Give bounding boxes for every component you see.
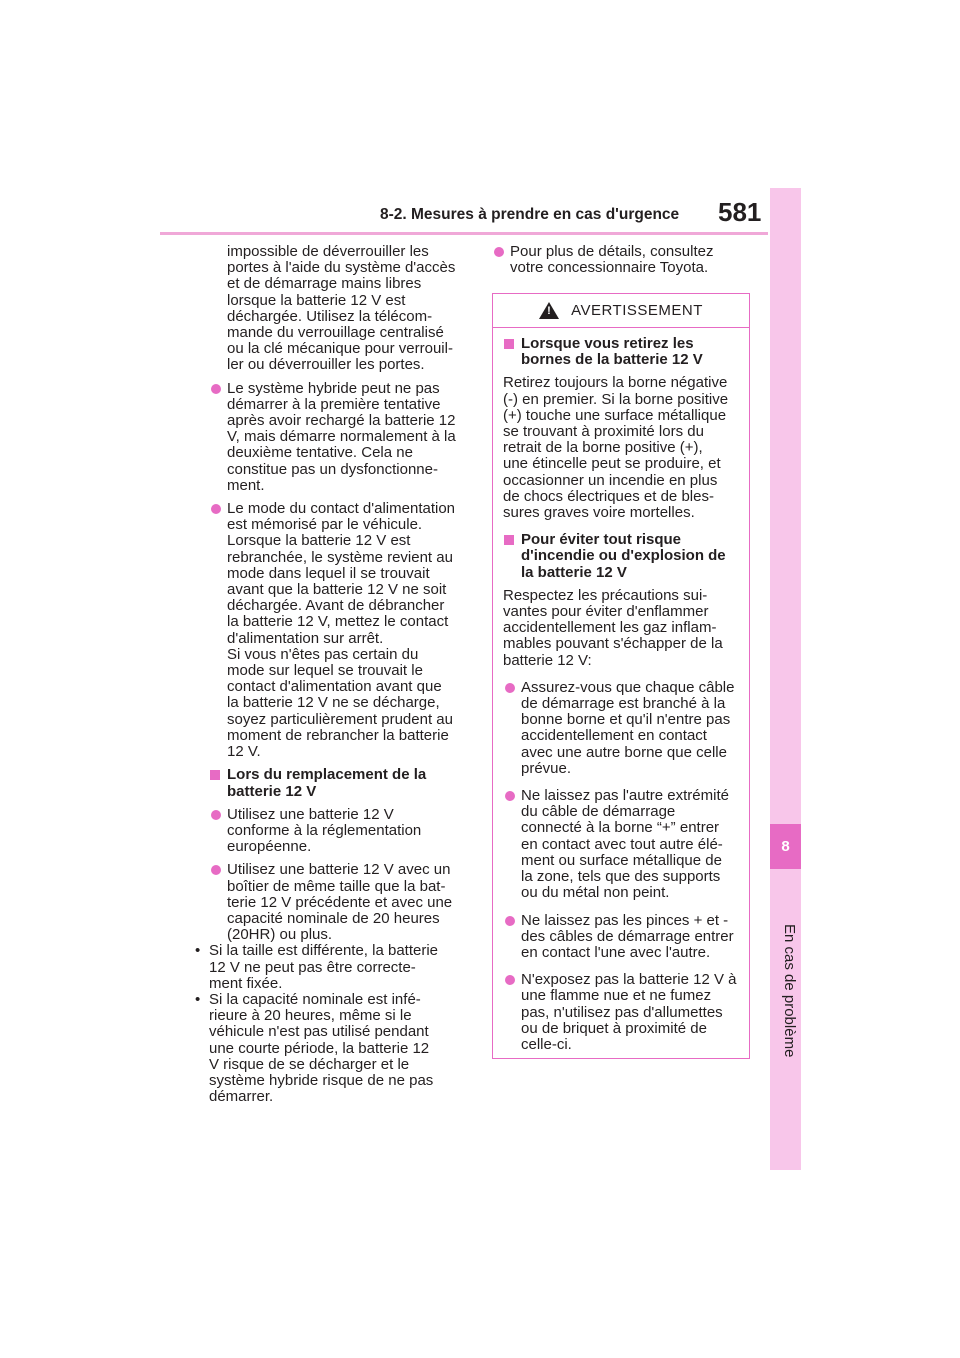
- chapter-label: En cas de problème: [781, 924, 798, 1058]
- list-item: [492, 244, 752, 276]
- text-line: boîtier de même taille que la bat-: [227, 877, 446, 895]
- text-line: rebranchée, le système revient au: [227, 548, 453, 566]
- text-line: une étincelle peut se produire, et: [503, 455, 721, 473]
- text-line: batterie 12 V:: [503, 651, 592, 669]
- chapter-number: 8: [770, 824, 801, 869]
- text-line: Lorsque vous retirez les: [521, 335, 694, 352]
- text-line: terie 12 V précédente et avec une: [227, 893, 453, 911]
- text-line: sures graves voire mortelles.: [503, 504, 695, 522]
- text-line: la batterie 12 V, mettez le contact: [227, 613, 449, 631]
- text-line: (-) en premier. Si la borne positive: [503, 390, 729, 408]
- text-line: véhicule n'est pas utilisé pendant: [209, 1023, 429, 1041]
- text-line: Si la taille est différente, la batterie: [209, 942, 439, 960]
- text-line: est mémorisé par le véhicule.: [227, 516, 423, 534]
- text-line: N'exposez pas la batterie 12 V à: [521, 971, 737, 989]
- text-line: démarrer.: [209, 1088, 274, 1106]
- text-line: se trouvant à proximité lors du: [503, 423, 704, 441]
- text-line: 12 V ne peut pas être correcte-: [209, 958, 416, 976]
- list-item: [503, 972, 739, 1053]
- text-line: moment de rebrancher la batterie: [227, 726, 449, 744]
- text-line: déchargée. Utilisez la télécom-: [227, 307, 433, 325]
- text-line: Assurez-vous que chaque câble: [521, 678, 735, 696]
- warning-header: [493, 294, 749, 328]
- square-bullet-icon: [210, 770, 220, 780]
- square-bullet-icon: [504, 535, 514, 545]
- bullet-dot-icon: [211, 865, 221, 875]
- text-line: (+) touche une surface métallique: [503, 406, 727, 424]
- list-item: [209, 381, 471, 494]
- text-line: celle-ci.: [521, 1035, 572, 1053]
- text-line: impossible de déverrouiller les: [227, 243, 429, 260]
- text-line: mode sur lequel se trouvait le: [227, 662, 423, 680]
- text-line: lorsque la batterie 12 V est: [227, 291, 406, 309]
- text-line: la zone, tels que des supports: [521, 868, 721, 886]
- text-line: V risque de se décharger et le: [209, 1055, 410, 1073]
- text-line: après avoir rechargé la batterie 12: [227, 412, 456, 430]
- dash-bullet-icon: •: [195, 990, 201, 1008]
- text-line: Pour éviter tout risque: [521, 531, 682, 549]
- chapter-side-tab: [770, 188, 801, 1170]
- text-line: ment ou surface métallique de: [521, 851, 722, 869]
- text-line: constitue pas un dysfonctionne-: [227, 460, 438, 478]
- text-line: ou la clé mécanique pour verrouil-: [227, 340, 453, 358]
- text-line: bornes de la batterie 12 V: [521, 351, 703, 369]
- section-title: 8-2. Mesures à prendre en cas d'urgence: [380, 206, 680, 223]
- warning-paragraph: [503, 588, 739, 669]
- text-line: rieure à 20 heures, même si le: [209, 1007, 412, 1025]
- bullet-dot-icon: [211, 504, 221, 514]
- text-line: Si la capacité nominale est infé-: [209, 990, 421, 1008]
- warning-triangle-icon: !: [539, 302, 559, 319]
- bullet-dot-icon: [505, 975, 515, 985]
- dash-bullet-icon: •: [195, 942, 201, 960]
- text-line: Utilisez une batterie 12 V: [227, 805, 394, 823]
- text-line: d'alimentation sur arrêt.: [227, 629, 384, 647]
- bullet-dot-icon: [211, 810, 221, 820]
- text-line: Lorsque la batterie 12 V est: [227, 532, 411, 550]
- sub-list-item: [191, 992, 471, 1105]
- warning-title: AVERTISSEMENT: [571, 302, 703, 319]
- text-line: V, mais démarre normalement à la: [227, 428, 456, 446]
- text-line: soyez particulièrement prudent au: [227, 710, 453, 728]
- left-column: [195, 243, 471, 1106]
- header-divider: [160, 232, 768, 235]
- text-line: système hybride risque de ne pas: [209, 1071, 434, 1089]
- text-line: Retirez toujours la borne négative: [503, 374, 728, 392]
- intro-paragraph: [209, 244, 471, 374]
- text-line: portes à l'aide du système d'accès: [227, 259, 456, 277]
- text-line: de démarrage est branché à la: [521, 695, 726, 713]
- text-line: 12 V.: [227, 743, 261, 761]
- section-heading: [209, 767, 471, 799]
- text-line: Lors du remplacement de la: [227, 766, 427, 784]
- text-line: en contact l'une avec l'autre.: [521, 943, 711, 961]
- text-line: une courte période, la batterie 12: [209, 1039, 430, 1057]
- text-line: connecté à la borne “+” entrer: [521, 819, 720, 837]
- text-line: du câble de démarrage: [521, 803, 676, 821]
- bullet-dot-icon: [494, 247, 504, 257]
- text-line: avec une autre borne que celle: [521, 743, 727, 761]
- text-line: Respectez les précautions sui-: [503, 586, 708, 604]
- text-line: contact d'alimentation avant que: [227, 678, 442, 696]
- text-line: Pour plus de détails, consultez: [510, 243, 714, 260]
- text-line: occasionner un incendie en plus: [503, 471, 718, 489]
- text-line: deuxième tentative. Cela ne: [227, 444, 413, 462]
- text-line: accidentellement les gaz inflam-: [503, 619, 717, 637]
- warning-subheading: [503, 532, 739, 581]
- sub-list-item: [191, 943, 471, 992]
- text-line: accidentellement en contact: [521, 727, 707, 745]
- text-line: mables pouvant s'échapper de la: [503, 635, 723, 653]
- text-line: ment.: [227, 476, 265, 494]
- text-line: bonne borne et qu'il n'entre pas: [521, 711, 731, 729]
- text-line: Utilisez une batterie 12 V avec un: [227, 861, 451, 879]
- text-line: (20HR) ou plus.: [227, 926, 333, 944]
- text-line: vantes pour éviter d'enflammer: [503, 603, 709, 621]
- text-line: batterie 12 V: [227, 782, 317, 800]
- text-line: Le système hybride peut ne pas: [227, 379, 440, 397]
- text-line: d'incendie ou d'explosion de: [521, 547, 726, 565]
- square-bullet-icon: [504, 339, 514, 349]
- text-line: capacité nominale de 20 heures: [227, 909, 440, 927]
- right-column: [492, 244, 752, 283]
- text-line: Ne laissez pas l'autre extrémité: [521, 787, 729, 805]
- text-line: Ne laissez pas les pinces + et -: [521, 911, 729, 929]
- text-line: retrait de la borne positive (+),: [503, 439, 703, 457]
- text-line: mande du verrouillage centralisé: [227, 324, 444, 342]
- text-line: votre concessionnaire Toyota.: [510, 259, 709, 277]
- warning-paragraph: [503, 375, 739, 521]
- text-line: en contact avec tout autre élé-: [521, 835, 723, 853]
- list-item: [503, 788, 739, 901]
- text-line: et de démarrage mains libres: [227, 275, 422, 293]
- bullet-dot-icon: [505, 791, 515, 801]
- text-line: mode dans lequel il se trouvait: [227, 564, 430, 582]
- text-line: ou de briquet à proximité de: [521, 1019, 707, 1037]
- text-line: déchargée. Avant de débrancher: [227, 597, 445, 615]
- text-line: conforme à la réglementation: [227, 821, 422, 839]
- list-item: [209, 862, 471, 943]
- text-line: prévue.: [521, 759, 572, 777]
- warning-body: [493, 328, 749, 1053]
- warning-box: [492, 293, 750, 1059]
- text-line: la batterie 12 V: [521, 563, 627, 581]
- text-line: Le mode du contact d'alimentation: [227, 500, 456, 518]
- text-line: ler ou déverrouiller les portes.: [227, 356, 425, 374]
- bullet-dot-icon: [211, 384, 221, 394]
- page-number: 581: [718, 197, 762, 227]
- text-line: ou du métal non peint.: [521, 884, 670, 902]
- bullet-dot-icon: [505, 916, 515, 926]
- text-line: des câbles de démarrage entrer: [521, 927, 734, 945]
- text-line: une flamme nue et ne fumez: [521, 987, 712, 1005]
- text-line: démarrer à la première tentative: [227, 395, 441, 413]
- text-line: la batterie 12 V ne se décharge,: [227, 694, 440, 712]
- bullet-dot-icon: [505, 683, 515, 693]
- text-line: avant que la batterie 12 V ne soit: [227, 581, 447, 599]
- list-item: [209, 807, 471, 856]
- list-item: [209, 501, 471, 760]
- text-line: ment fixée.: [209, 974, 283, 992]
- text-line: européenne.: [227, 838, 312, 856]
- list-item: [503, 913, 739, 962]
- text-line: Si vous n'êtes pas certain du: [227, 645, 419, 663]
- list-item: [503, 680, 739, 777]
- text-line: de chocs électriques et de bles-: [503, 487, 714, 505]
- text-line: pas, n'utilisez pas d'allumettes: [521, 1003, 723, 1021]
- warning-subheading: [503, 336, 739, 368]
